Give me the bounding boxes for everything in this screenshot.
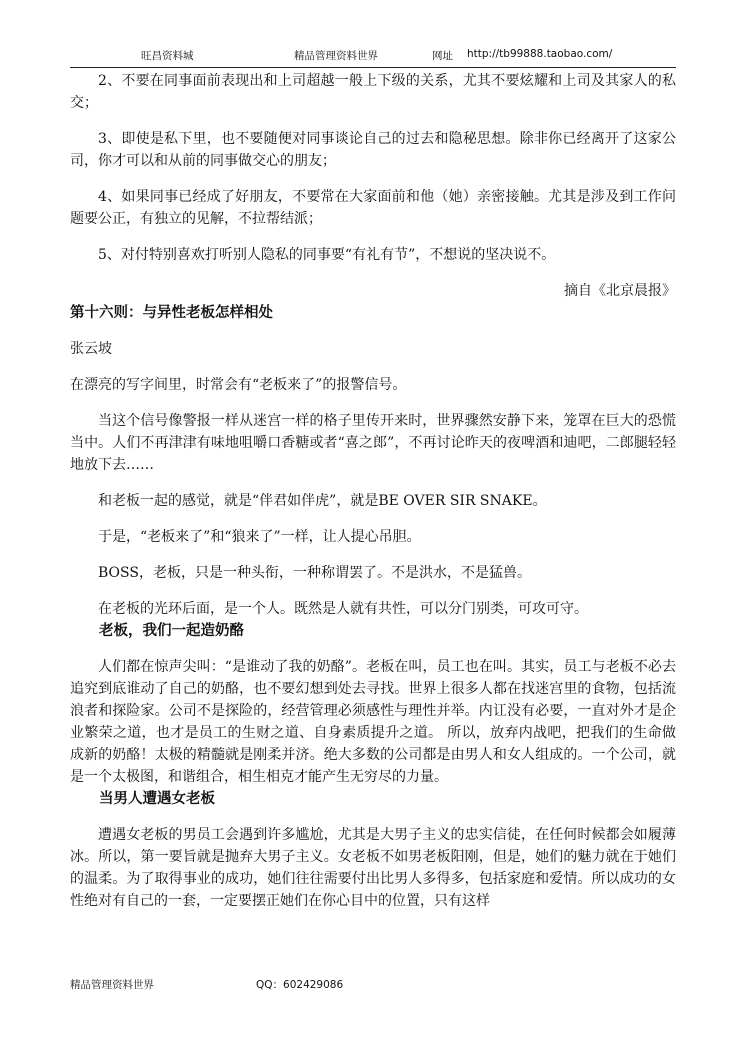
body-paragraph: 在老板的光环后面，是一个人。既然是人就有共性，可以分门别类，可攻可守。 [98,601,588,617]
body-paragraph: 于是，“老板来了”和“狼来了”一样，让人提心吊胆。 [98,529,421,545]
footer-qq: QQ：602429086 [256,979,344,991]
author-name: 张云坡 [70,341,112,357]
footer-site-title: 精品管理资料世界 [70,979,154,991]
list-item-2: 2、不要在同事面前表现出和上司超越一般上下级的关系，尤其不要炫耀和上司及其家人的私交； [70,73,676,111]
header-site-title: 精品管理资料世界 [294,50,378,62]
header-site-name: 旺昌资料城 [141,50,194,62]
header-divider [70,67,676,68]
source-citation: 摘自《北京晨报》 [564,283,676,299]
intro-paragraph: 在漂亮的写字间里，时常会有“老板来了”的报警信号。 [70,377,407,393]
body-paragraph: 和老板一起的感觉，就是“伴君如伴虎”，就是BE OVER SIR SNAKE。 [98,493,547,509]
section-heading-cheese: 老板，我们一起造奶酪 [99,623,244,639]
section-heading-female-boss: 当男人遭遇女老板 [99,791,215,807]
body-paragraph: BOSS，老板，只是一种头衔，一种称谓罢了。不是洪水，不是猛兽。 [98,565,531,581]
list-item-5: 5、对付特别喜欢打听别人隐私的同事要“有礼有节”，不想说的坚决说不。 [98,247,556,263]
body-paragraph: 当这个信号像警报一样从迷宫一样的格子里传开来时，世界骤然安静下来，笼罩在巨大的恐慌当中。人们不再津津有味地咀嚼口香糖或者“喜之郎”，不再讨论昨天的夜啤酒和迪吧，二郎腿轻轻地放下去…… [70,413,676,473]
page-header [0,48,744,64]
page-footer [0,977,744,993]
list-item-4: 4、如果同事已经成了好朋友，不要常在大家面前和他（她）亲密接触。尤其是涉及到工作问题要公正，有独立的见解，不拉帮结派； [70,189,676,227]
list-item-3: 3、即使是私下里，也不要随便对同事谈论自己的过去和隐秘思想。除非你已经离开了这家公司，你才可以和从前的同事做交心的朋友； [70,131,676,169]
section-body-cheese: 人们都在惊声尖叫：“是谁动了我的奶酪”。老板在叫，员工也在叫。其实，员工与老板不必去追究到底谁动了自己的奶酪，也不要幻想到处去寻找。世界上很多人都在找迷宫里的食物，包括流浪者和探险家。公司不是探险的，经营管理必须感性与理性并举。内讧没有必要，一直对外才是企业繁荣之道，也才是员工的生财之道、自身素质提升之道。 所以，放弃内战吧，把我们的生命做成新的奶酪！太极的精髓就是刚柔并济。绝大多数的公司都是由男人和女人组成的。一个公司，就是一个太极图，和谐组合，相生相克才能产生无穷尽的力量。 [70,659,676,785]
header-url-link[interactable]: http://tb99888.taobao.com/ [467,48,613,60]
header-url-label: 网址 [432,50,453,62]
chapter-title: 第十六则：与异性老板怎样相处 [70,305,273,321]
document-body [70,70,676,912]
section-body-female-boss: 遭遇女老板的男员工会遇到许多尴尬，尤其是大男子主义的忠实信徒，在任何时候都会如履薄冰。所以，第一要旨就是抛弃大男子主义。女老板不如男老板阳刚，但是，她们的魅力就在于她们的温柔。为了取得事业的成功，她们往往需要付出比男人多得多，包括家庭和爱情。所以成功的女性绝对有自己的一套，一定要摆正她们在你心目中的位置，只有这样 [70,827,676,909]
